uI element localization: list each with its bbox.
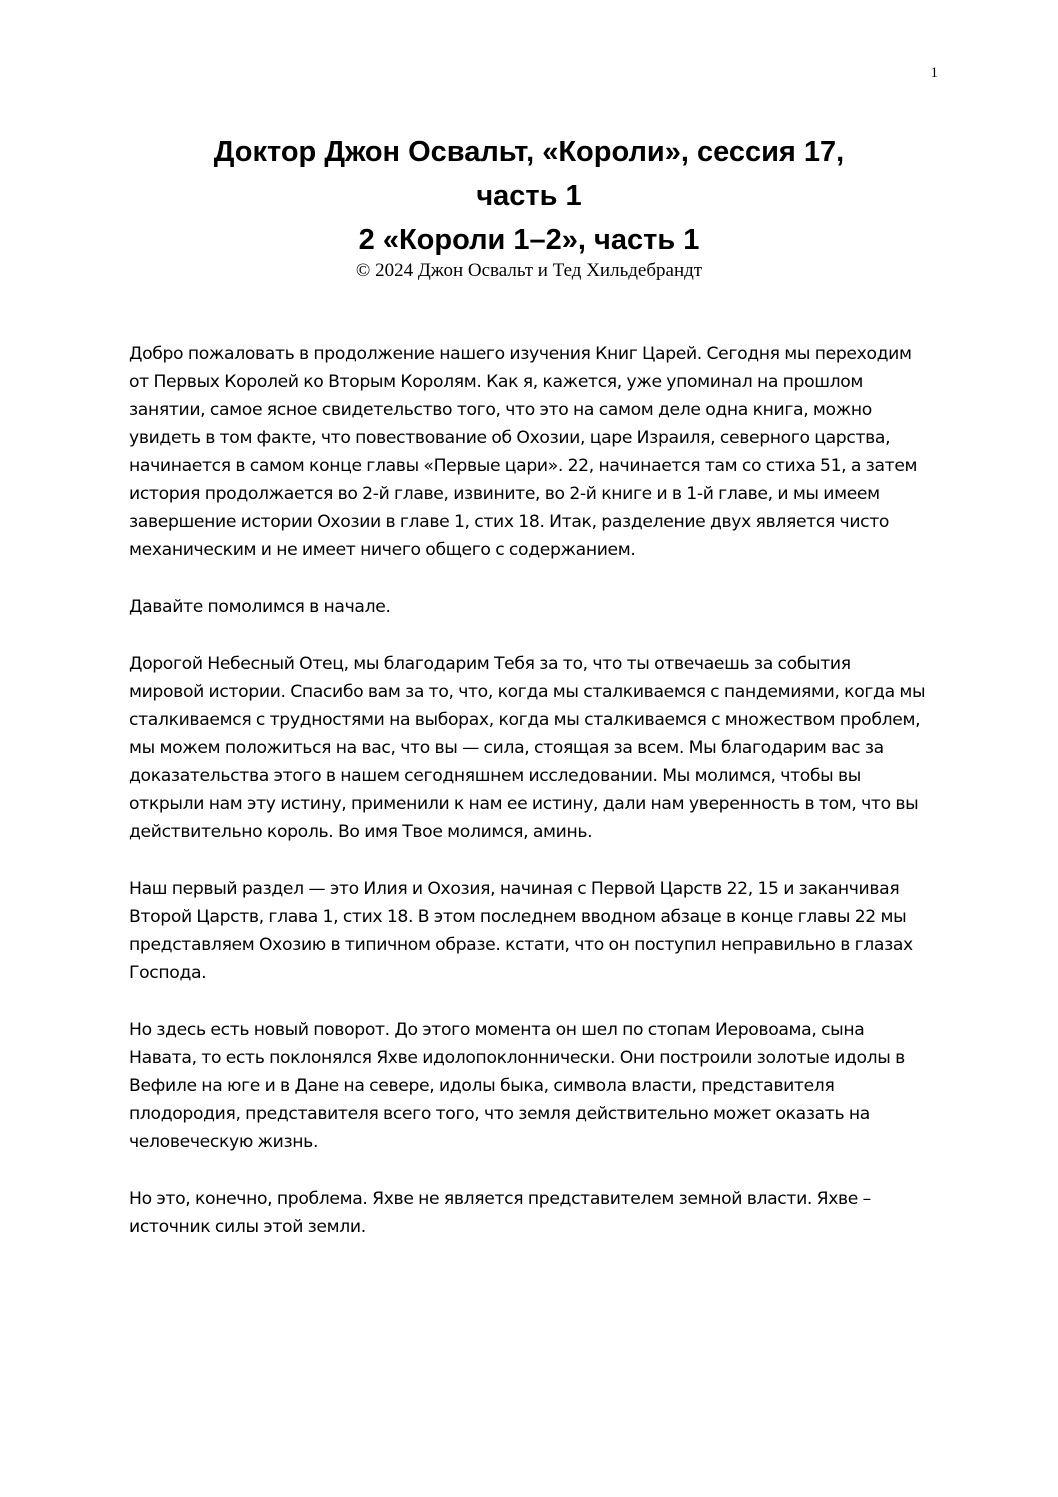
paragraph: Добро пожаловать в продолжение нашего изучения Книг Царей. Сегодня мы переходим от Первых Королей ко Вторым Королям. Как я, кажется, уже упоминал на прошлом занятии, самое ясное свидетельство того, что это на самом деле одна книга, можно увидеть в том факте, что повествование об Охозии, царе Израиля, северного царства, начинается в самом конце главы «Первые цари». 22, начинается там со стиха 51, а затем история продолжается во 2-й главе, извините, во 2-й книге и в 1-й главе, и мы имеем завершение истории Охозии в главе 1, стих 18. Итак, разделение двух является чисто механическим и не имеет ничего общего с содержанием. (129, 344, 918, 560)
page-number: 1 (930, 65, 938, 81)
document-subtitle: 2 «Короли 1–2», часть 1 (358, 224, 700, 256)
document-title-line-2: часть 1 (476, 180, 582, 212)
copyright-line: © 2024 Джон Освальт и Тед Хильдебрандт (355, 260, 703, 281)
paragraph: Давайте помолимся в начале. (129, 597, 391, 617)
paragraph: Но здесь есть новый поворот. До этого момента он шел по стопам Иеровоама, сына Навата, то есть поклонялся Яхве идолопоклоннически. Они построили золотые идолы в Вефиле на юге и в Дане на севере, идолы быка, символа власти, представителя плодородия, представителя всего того, что земля действительно может оказать на человеческую жизнь. (129, 1020, 905, 1152)
body-text (129, 340, 929, 1270)
paragraph: Наш первый раздел — это Илия и Охозия, начиная с Первой Царств 22, 15 и заканчивая Второй Царств, глава 1, стих 18. В этом последнем вводном абзаце в конце главы 22 мы представляем Охозию в типичном образе. кстати, что он поступил неправильно в глазах Господа. (129, 879, 913, 983)
paragraph: Дорогой Небесный Отец, мы благодарим Тебя за то, что ты отвечаешь за события мировой истории. Спасибо вам за то, что, когда мы сталкиваемся с пандемиями, когда мы сталкиваемся с трудностями на выборах, когда мы сталкиваемся с множеством проблем, мы можем положиться на вас, что вы — сила, стоящая за всем. Мы благодарим вас за доказательства этого в нашем сегодняшнем исследовании. Мы молимся, чтобы вы открыли нам эту истину, применили к нам ее истину, дали нам уверенность в том, что вы действительно король. Во имя Твое молимся, аминь. (129, 654, 926, 842)
title-block (100, 130, 958, 283)
document-title-line-1: Доктор Джон Освальт, «Короли», сессия 17, (213, 136, 845, 168)
paragraph: Но это, конечно, проблема. Яхве не является представителем земной власти. Яхве – источник силы этой земли. (129, 1189, 871, 1237)
